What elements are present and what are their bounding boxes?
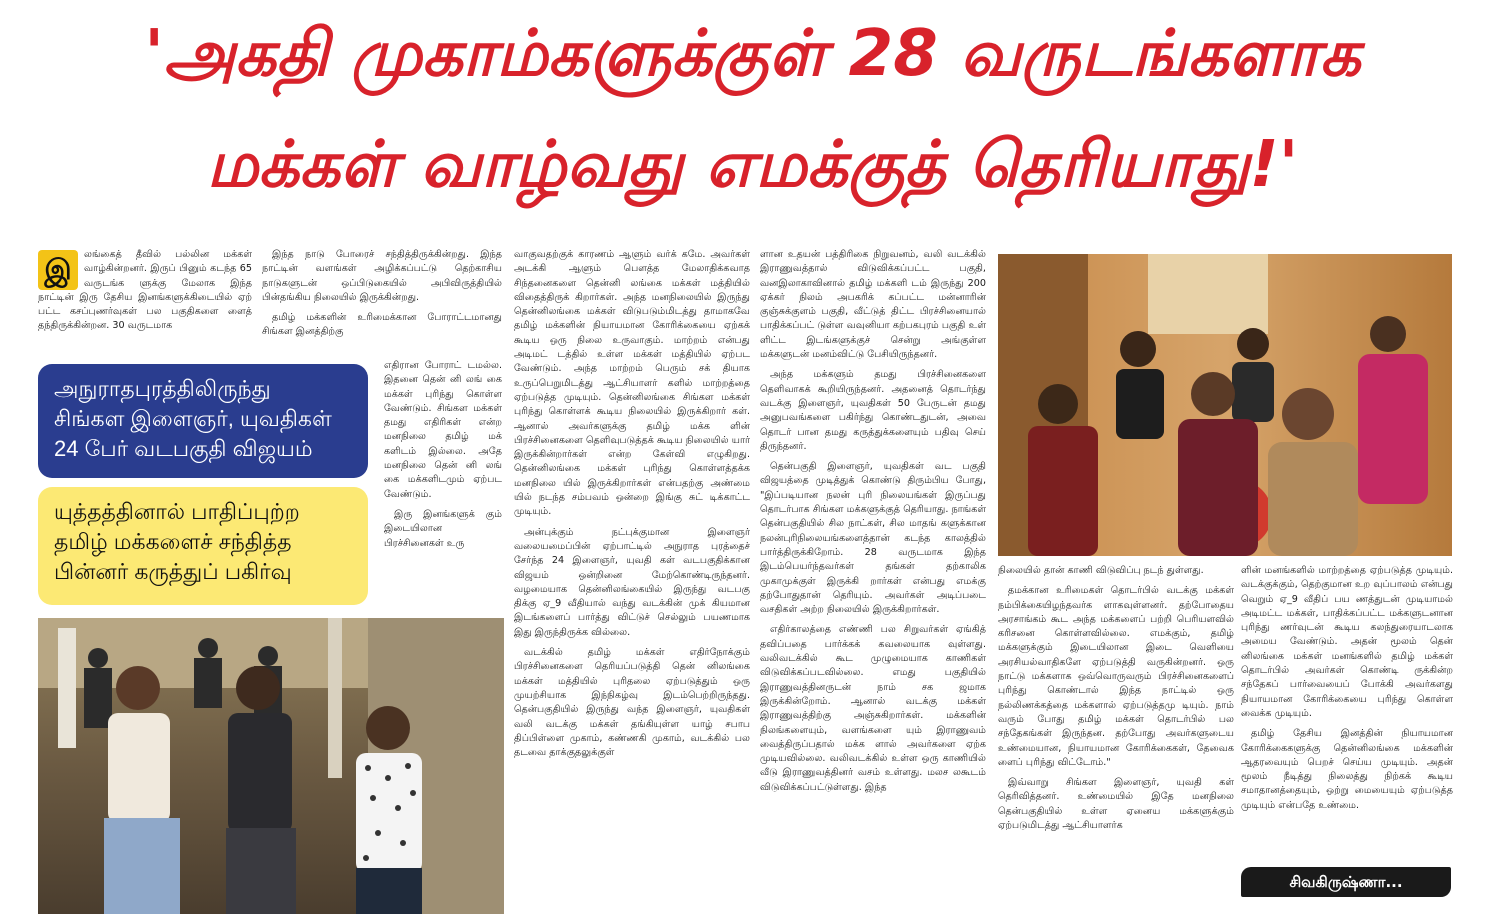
paragraph: தென்பகுதி இளைஞர், யுவதிகள் வட பகுதி விஜயத்தை முடித்துக் கொண்டு திரும்பிய போது, "இப்படியான நலன் புரி நிலையங்கள் இருப்பது தொடர்பாக சிங்கள மக்களுக்குத் தெரியாது. நாங்கள் தென்பகுதியில் சில நாட்கள், சில மாதங் களுக்கான நலன்புரிநிலையங்களைத்தான் கடந்த காலத்தில் பார்த்திருக்கிறோம். 28 வருடமாக இந்த இடம்பெயர்ந்தவர்கள் தங்கள் தற்காலிக முகாமுக்குள் இருக்கி றார்கள் என்பது எமக்கு தற்போதுதான் தெரியும். அவர்கள் அடிப்படை வசதிகள் அற்ற நிலையில் இருக்கிறார்கள்.	[760, 461, 986, 616]
paragraph: அன்புக்கும் நட்புக்குமான இளைஞர் வலையமைப்பின் ஏற்பாட்டில் அநுராத புரத்தைச் சேர்ந்த 24 இளைஞர், யுவதி கள் வடபகுதிக்கான விஜயம் ஒன்றினை மேற்கொண்டிருந்தனர். வழமையாக தென்னிலங்கையில் இருந்து வடபகு திக்கு ஏ_9 வீதியால் வந்து வடக்கின் முக் கியமான இடங்களைப் பார்த்து விட்டுச் செல்லும் பயணமாக இது இருந்திருக்க வில்லை.	[514, 526, 750, 638]
highlight-box-yellow	[38, 487, 368, 605]
paragraph: தமிழ் தேசிய இனத்தின் நியாயமான கோரிக்கைகளுக்கு தென்னிலங்கை மக்களின் ஆதரவையும் பெறச் செய்ய முடியும். அதன் மூலம் நீடித்து நிலைத்து நிற்கக் கூடிய சமாதானத்தையும், ஒற்று மையையும் ஏற்படுத்த முடியும் என்பதே உண்மை.	[1241, 728, 1453, 811]
paragraph: இந்த நாடு போரைச் சந்தித்திருக்கின்றது. இந்த நாட்டின் வளங்கள் அழிக்கப்பட்டு தெற்காசிய நாடுகளுடன் ஒப்பிடுகையில் அபிவிருத்தியில் பின்தங்கிய நிலையில் இருக்கின்றது.	[262, 249, 502, 303]
blue-box-line: அநுராதபுரத்திலிருந்து	[54, 376, 271, 401]
yellow-box-line: யுத்தத்தினால் பாதிப்புற்ற	[54, 499, 300, 524]
article-column-2-bottom	[384, 359, 502, 611]
blue-box-line: சிங்கள இளைஞர், யுவதிகள்	[54, 406, 332, 431]
paragraph: எதிரான போராட் டமல்ல. இதனை தென் னி லங் கை மக்கள் புரிந்து கொள்ள வேண்டும். சிங்கள மக்கள் தமது எதிரிகள் என்ற மனநிலை தமிழ் மக் களிடம் இல்லை. அதே மனநிலை தென் னி லங் கை மக்களிடமும் ஏற்பட வேண்டும்.	[384, 360, 502, 500]
drop-cap: இ	[38, 250, 78, 290]
paragraph: தமிழ் மக்களின் உரிமைக்கான போராட்டமானது சிங்கள இனத்திற்கு	[262, 312, 502, 338]
yellow-box-line: தமிழ் மக்களைச் சந்தித்த	[54, 529, 292, 554]
paragraph: இரு இனங்களுக் கும் இடையிலான பிரச்சினைகள் உரு	[384, 508, 502, 549]
headline-line-1: 'அகதி முகாம்களுக்குள் 28 வருடங்களாக	[144, 17, 1361, 91]
paragraph: ளான உதயன் பத்திரிகை நிறுவனம், வலி வடக்கில் இராணுவத்தால் விடுவிக்கப்பட்ட பகுதி, வனஇலாகாவினால் தமிழ் மக்களி டம் இருந்து 200 ஏக்கர் நிலம் அபகரிக் கப்பட்ட மன்னாரின் குஞ்சுக்குளம் பகுதி, வீட்டுத் திட்ட பிரச்சினையால் பாதிக்கப்பட் டுள்ள வவுனியா கற்பகபுரம் பகுதி உள் ளிட்ட இடங்களுக்குச் சென்று அங்குள்ள மக்களுடன் மனம்விட்டு பேசியிருந்தனர்.	[760, 249, 986, 361]
paragraph: எதிர்காலத்தை எண்ணி பல சிறுவர்கள் ஏங்கித் தவிப்பதை பார்க்கக் கவலையாக வுள்ளது. வலிவடக்கில் கூட முழுமையாக காணிகள் விடுவிக்கப்படவில்லை. எமது பகுதியில் இராணுவத்தினருடன் நாம் சக ஜமாக இருக்கின்றோம். ஆனால் வடக்கு மக்கள் இராணுவத்திற்கு அஞ்சுகிறார்கள். மக்களின் நிலங்களையும், வளங்களை யும் இராணுவம் வைத்திருப்பதால் மக்க ளால் அவர்களை ஏற்க முடியவில்லை. வலிவடக்கில் உள்ள ஒரு காணியில் வீடு இராணுவத்தினர் வசம் உள்ளது. மலச லகூடம் விடுவிக்கப்பட்டுள்ளது. இந்த	[760, 624, 986, 793]
article-column-4	[760, 248, 986, 912]
paragraph: நிலையில் தான் காணி விடுவிப்பு நடந் துள்ளது.	[998, 565, 1204, 576]
highlight-box-blue	[38, 364, 368, 478]
blue-box-line: 24 பேர் வடபகுதி விஜயம்	[54, 436, 313, 461]
paragraph: வாகுவதற்குக் காரணம் ஆளும் வர்க் கமே. அவர்கள் அடக்கி ஆளும் பௌத்த மேலாதிக்கவாத சிந்தனைகளை தென்னி லங்கை மக்கள் மத்தியில் விதைத்திருக் கிறார்கள். அந்த மனநிலையில் இருந்து தென்னிலங்கை மக்கள் விடுபடும்மிடத்து தாமாகவே தமிழ் மக்களின் நியாயமான கோரிக்கையை ஏற்கக் கூடிய ஒரு நிலை உருவாகும். மாற்றம் என்பது அடிமட் டத்தில் உள்ள மக்கள் மத்தியில் ஏற்பட வேண்டும். அந்த மாற்றம் பெரும் சக் தியாக உருப்பெறுமிடத்து ஆட்சியாளர் களில் மாற்றத்தை ஏற்படுத்த முடியும். தென்னிலங்கை சிங்கள மக்கள் புரிந்து கொள்ளக் கூடிய நிலையில் இருக்கிறார் கள். ஆனால் அவர்களுக்கு தமிழ் மக்க ளின் பிரச்சினைகளை தெளிவுபடுத்தக் கூடிய நிலையில் யார் இருக்கின்றார்கள் என்ற கேள்வி எழுகிறது. தென்னிலங்கை மக்கள் புரிந்து கொள்ளத்தக்க மனநிலை யில் இருக்கிறார்கள் என்பதற்கு அண்மை யில் நடந்த சம்பவம் ஒன்றை இங்கு சுட் டிக்காட்ட முடியும்.	[514, 249, 750, 518]
photo-camp-residents	[998, 254, 1452, 556]
photo-youth-group-walking-image	[38, 618, 504, 914]
paragraph: ளின் மனங்களில் மாற்றத்தை ஏற்படுத்த முடியும். வடக்குக்கும், தெற்குமான உற வுப்பாலம் என்பது வெறும் ஏ_9 வீதிப் பய ணத்துடன் முடியாமல் அடிமட்ட மக்கள், பாதிக்கப்பட்ட மக்களுடனான புரிந்து ணர்வுடன் கூடிய கலந்துரையாடலாக அமைய வேண்டும். அதன் மூலம் தென் னிலங்கை மக்கள் மனங்களில் தமிழ் மக்கள் தொடர்பில் அவர்கள் கொண்டி ருக்கின்ற சந்தேகப் பார்வையைப் போக்கி அவர்களது நியாயமான கோரிக்கையை புரிந்து கொள்ள வைக்க முடியும்.	[1241, 565, 1453, 719]
article-column-5	[998, 564, 1234, 910]
paragraph: தமக்கான உரிமைகள் தொடர்பில் வடக்கு மக்கள் நம்பிக்கையிழந்தவர்க ளாகவுள்ளனர். தற்போதைய அரசாங்கம் கூட அந்த மக்களைப் பற்றி பெரியளவில் கரிசனை கொள்ளவில்லை. எமக்கும், தமிழ் மக்களுக்கும் இடையிலான இடை வெளியை அரசியல்வாதிகளே ஏற்படுத்தி வருகின்றனர். ஒரு நாட்டு மக்களாக ஒவ்வொருவரும் பிரச்சினைகளைப் புரிந்து கொண்டால் இந்த நாட்டில் ஒரு நல்லிணக்கத்தை மக்களால் ஏற்படுத்தமு டியும். நாம் வரும் போது தமிழ் மக்கள் தொடர்பில் பல சந்தேகங்கள் இருந்தன. தற்போது அவர்களுடைய உண்மையான, நியாயமான கோரிக்கைகள், தேவைக ளைப் புரிந்து விட்டோம்."	[998, 585, 1234, 768]
photo-youth-group-walking	[38, 618, 504, 914]
article-column-1	[38, 248, 252, 356]
paragraph: லங்கைத் தீவில் பல்லின மக்கள் வாழ்கின்றனர். இருப் பினும் கடந்த 65 வருடங்க ளுக்கு மேலாக இந்த நாட்டின் இரு தேசிய இனங்களுக்கிடையில் ஏற் பட்ட கசப்புணர்வுகள் பல பகுதிகளை ளைத் தந்திருக்கின்றன. 30 வருடமாக	[38, 249, 252, 332]
article-column-6	[1241, 564, 1453, 860]
paragraph: அந்த மக்களும் தமது பிரச்சினைகளை தெளிவாகக் கூறியிருந்தனர். அதனைத் தொடர்ந்து வடக்கு இளைஞர், யுவதிகள் 50 பேருடன் தமது அனுபவங்களை பகிர்ந்து கொண்டதுடன், அவை தொடர் பான தமது கருத்துக்களையும் பதிவு செய் திருந்தனர்.	[760, 369, 986, 452]
paragraph: வடக்கில் தமிழ் மக்கள் எதிர்நோக்கும் பிரச்சினைகளை தெரியப்படுத்தி தென் னிலங்கை மக்கள் மத்தியில் புரிதலை ஏற்படுத்தும் ஒரு முயற்சியாக இந்நிகழ்வு இடம்பெற்றிருந்தது. தென்பகுதியில் இருந்து வந்த இளைஞர், யுவதிகள் வலி வடக்கு மக்கள் தங்கியுள்ள யாழ் சபாப திப்பிள்ளை முகாம், கண்ணகி முகாம், வடக்கில் பல தடவை தாக்குதலுக்குள்	[514, 647, 750, 759]
article-column-3	[514, 248, 750, 912]
author-byline: சிவகிருஷ்ணா...	[1241, 867, 1451, 897]
article-column-2-top	[262, 248, 502, 358]
headline-line-2: மக்கள் வாழ்வது எமக்குத் தெரியாது!'	[206, 128, 1299, 202]
yellow-box-line: பின்னர் கருத்துப் பகிர்வு	[54, 559, 292, 584]
paragraph: இவ்வாறு சிங்கள இளைஞர், யுவதி கள் தெரிவித்தனர். உண்மையில் இதே மனநிலை தென்பகுதியில் உள்ள ஏனைய மக்களுக்கும் ஏற்படுமிடத்து ஆட்சியாளர்க	[998, 777, 1234, 832]
photo-camp-residents-image	[998, 254, 1452, 556]
